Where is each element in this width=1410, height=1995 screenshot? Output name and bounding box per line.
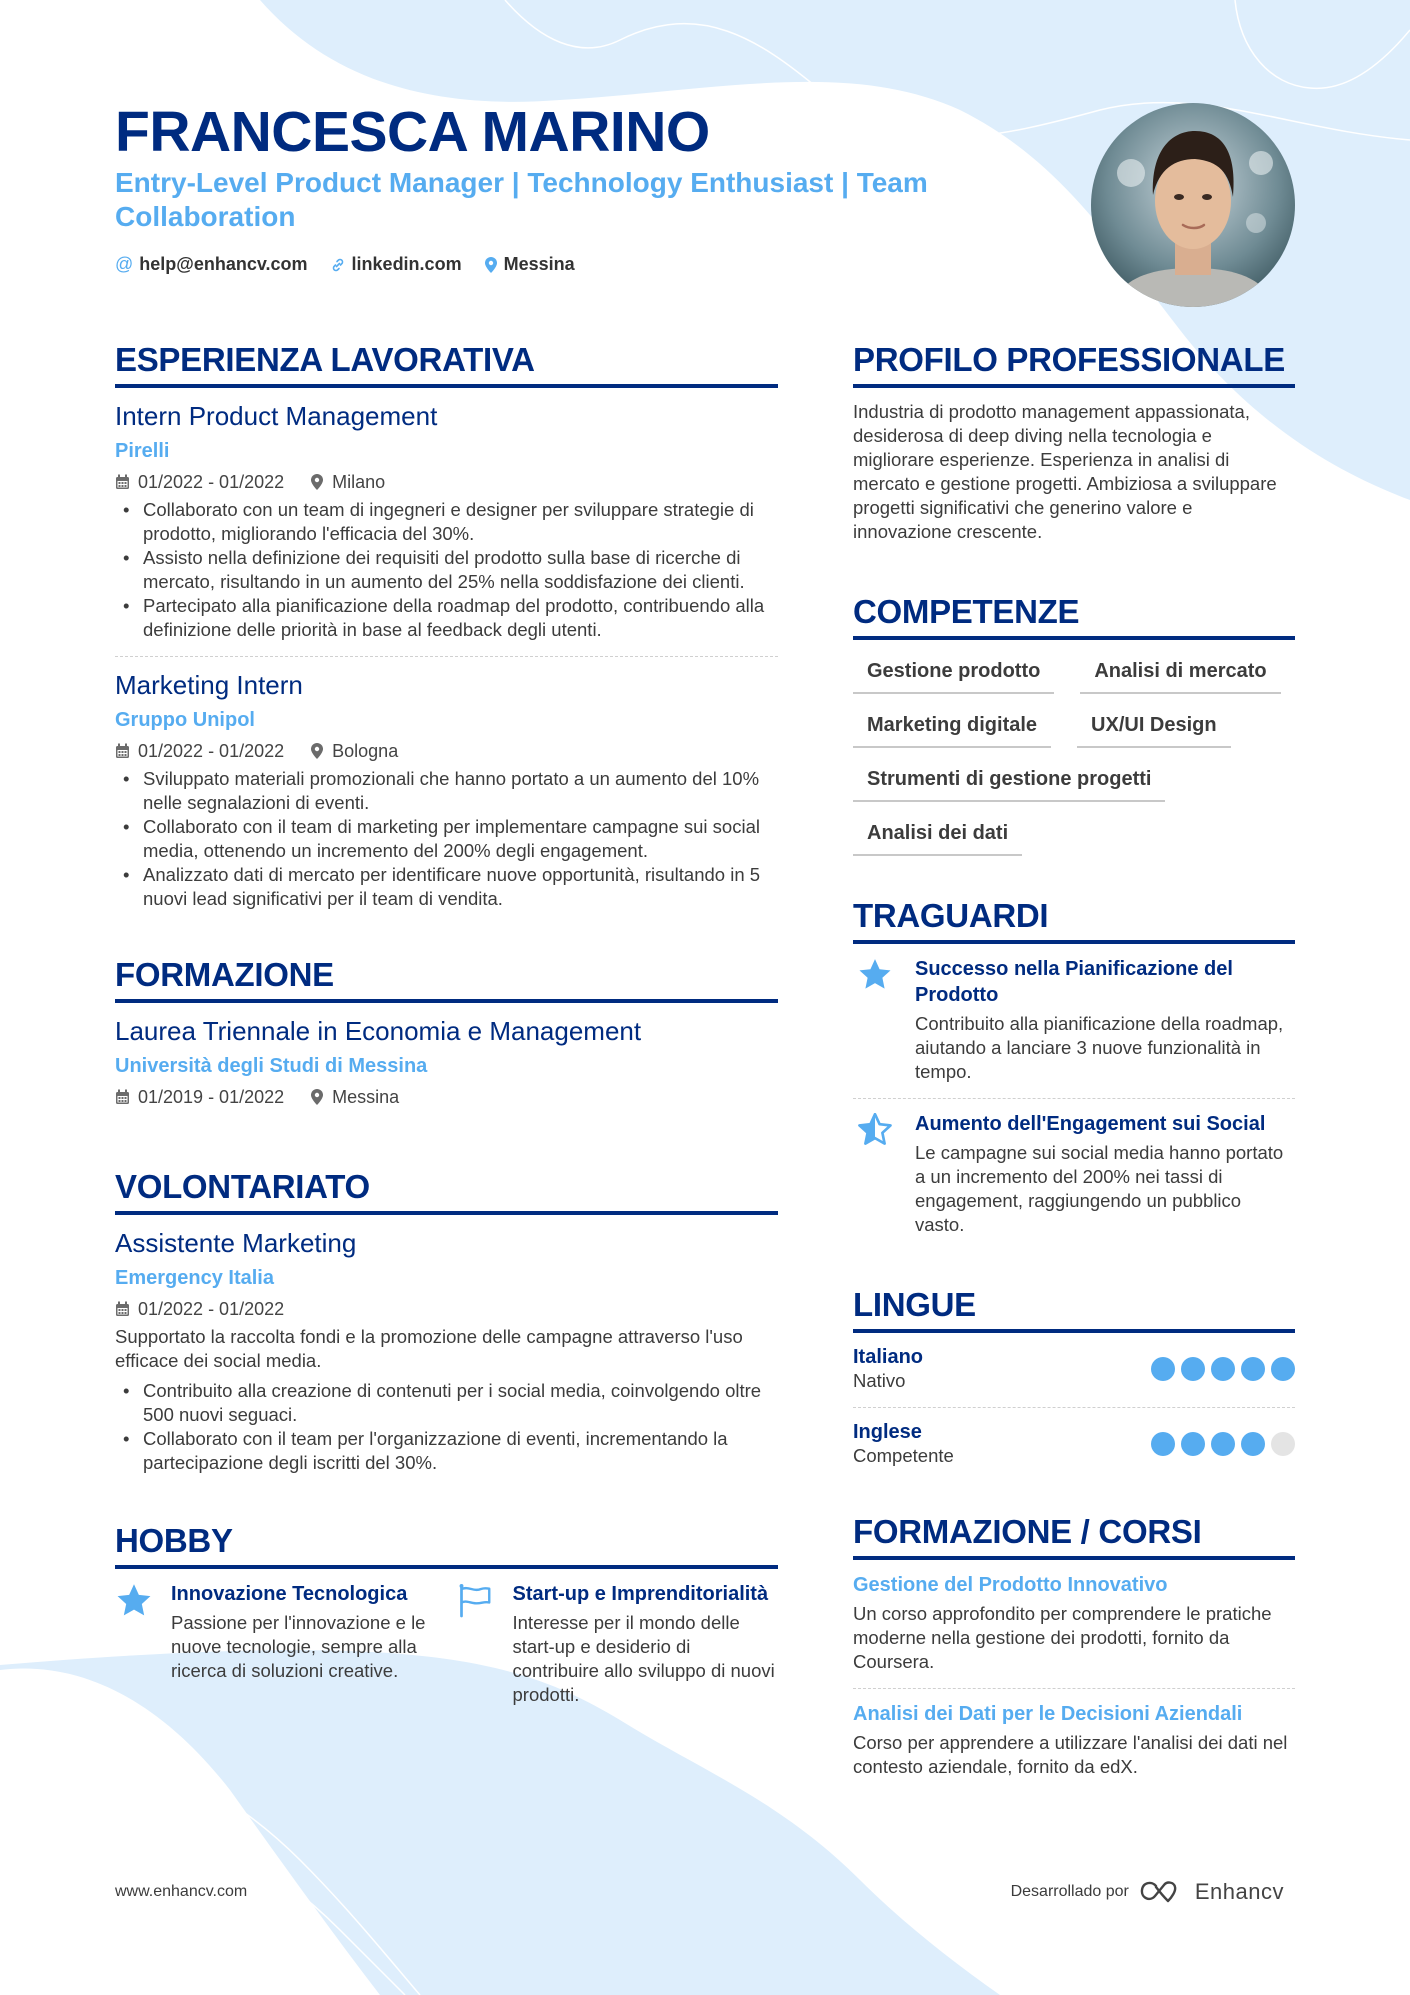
course-description: Corso per apprendere a utilizzare l'analisi dei dati nel contesto aziendale, fornito da edX. [853, 1732, 1288, 1777]
skill-tag: Gestione prodotto [853, 654, 1054, 694]
location-icon [310, 742, 324, 760]
hobby-description: Interesse per il mondo delle start-up e desiderio di contribuire allo sviluppo di nuovi prodotti. [512, 1612, 775, 1705]
bullet-item: • Contribuito alla creazione di contenuti per i social media, coinvolgendo oltre 500 nuovi seguaci. [115, 1379, 778, 1427]
rating-dot-empty [1271, 1432, 1295, 1456]
calendar-icon [115, 1301, 130, 1317]
rating-dot-filled [1271, 1357, 1295, 1381]
star-icon [857, 958, 893, 992]
bullet-item: • Collaborato con il team di marketing per implementare campagne sui social media, ottenendo un incremento del 200% degli engagement. [115, 815, 778, 863]
experience-section [115, 340, 778, 911]
skill-tag: UX/UI Design [1077, 708, 1231, 748]
rating-dot-filled [1151, 1357, 1175, 1381]
hobby-description: Passione per l'innovazione e le nuove tecnologie, sempre alla ricerca di soluzioni creative. [171, 1612, 426, 1681]
rating-dot-filled [1181, 1432, 1205, 1456]
hobby-list [115, 1581, 778, 1707]
job-meta [115, 470, 778, 494]
powered-by-label: Desarrollado por [1010, 1883, 1129, 1900]
education-location: Messina [332, 1087, 400, 1107]
language-item [853, 1420, 1295, 1468]
volunteer-meta [115, 1297, 778, 1321]
language-rating [1151, 1432, 1295, 1456]
achievement-title: Aumento dell'Engagement sui Social [915, 1113, 1266, 1135]
language-rating [1151, 1357, 1295, 1381]
section-title: HOBBY [115, 1521, 778, 1569]
education-meta [115, 1085, 778, 1109]
profile-section [853, 340, 1295, 544]
contact-email[interactable] [115, 254, 308, 275]
achievement-title: Successo nella Pianificazione del Prodotto [915, 958, 1233, 1006]
divider [853, 1407, 1295, 1408]
rating-dot-filled [1211, 1357, 1235, 1381]
job-title: Marketing Intern [115, 670, 303, 700]
hobby-title: Innovazione Tecnologica [171, 1583, 408, 1605]
enhancv-logo-icon [1139, 1879, 1185, 1905]
section-title: PROFILO PROFESSIONALE [853, 340, 1295, 388]
achievements-section [853, 896, 1295, 1237]
volunteer-org: Emergency Italia [115, 1267, 274, 1289]
profile-summary: Industria di prodotto management appassionata, desiderosa di deep diving nella tecnologia e migliorare esperienze. Esperienza in analisi di mercato e gestione progetti. Ambiziosa a sviluppare progetti significativi che generino valore e innovazione crescente. [853, 401, 1277, 542]
calendar-icon [115, 1089, 130, 1105]
skills-section [853, 592, 1295, 856]
divider [115, 656, 778, 657]
section-title: FORMAZIONE [115, 955, 778, 1003]
volunteer-bullets [115, 1379, 778, 1475]
volunteer-role: Assistente Marketing [115, 1228, 357, 1258]
calendar-icon [115, 474, 130, 490]
rating-dot-filled [1151, 1432, 1175, 1456]
experience-item [115, 669, 778, 911]
contact-linkedin[interactable] [330, 254, 462, 275]
volunteering-section [115, 1167, 778, 1475]
candidate-name: FRANCESCA MARINO [115, 100, 710, 164]
achievement-description: Le campagne sui social media hanno portato a un incremento del 200% nei tassi di engagement, raggiungendo un pubblico vasto. [915, 1142, 1284, 1235]
course-description: Un corso approfondito per comprendere le pratiche moderne nella gestione dei prodotti, fornito da Coursera. [853, 1603, 1272, 1672]
section-title: VOLONTARIATO [115, 1167, 778, 1215]
languages-section [853, 1285, 1295, 1468]
hobby-item [457, 1581, 779, 1707]
language-name: Inglese [853, 1421, 922, 1443]
location-icon [310, 1088, 324, 1106]
language-name: Italiano [853, 1346, 924, 1368]
section-title: LINGUE [853, 1285, 1295, 1333]
achievement-item [853, 956, 1295, 1084]
degree-title: Laurea Triennale in Economia e Management [115, 1016, 642, 1046]
hobby-title: Start-up e Imprenditorialità [512, 1583, 769, 1605]
skill-tag: Analisi dei dati [853, 816, 1022, 856]
footer-website[interactable]: www.enhancv.com [115, 1883, 248, 1900]
contact-linkedin-text: linkedin.com [351, 254, 462, 274]
hobbies-section [115, 1521, 778, 1707]
star-icon [115, 1583, 153, 1619]
achievement-description: Contribuito alla pianificazione della roadmap, aiutando a lanciare 3 nuove funzionalità in tempo. [915, 1013, 1284, 1082]
bullet-item: • Assisto nella definizione dei requisiti del prodotto sulla base di ricerche di mercato, risultando in un aumento del 25% nella soddisfazione dei clienti. [115, 546, 778, 594]
divider [853, 1098, 1295, 1099]
skill-tag: Analisi di mercato [1080, 654, 1280, 694]
calendar-icon [115, 743, 130, 759]
hobby-item [115, 1581, 437, 1707]
contact-location-text: Messina [503, 254, 575, 274]
job-title: Intern Product Management [115, 401, 438, 431]
course-title: Analisi dei Dati per le Decisioni Aziendali [853, 1703, 1243, 1725]
contact-location [484, 254, 575, 275]
company-name: Gruppo Unipol [115, 709, 255, 731]
rating-dot-filled [1241, 1432, 1265, 1456]
right-column [853, 340, 1295, 1823]
bullet-item: • Analizzato dati di mercato per identificare nuove opportunità, risultando in 5 nuovi lead significativi per il team di vendita. [115, 863, 778, 911]
education-dates: 01/2019 - 01/2022 [138, 1087, 285, 1107]
job-bullets [115, 498, 778, 642]
job-meta [115, 739, 778, 763]
job-location: Bologna [332, 741, 399, 761]
section-title: TRAGUARDI [853, 896, 1295, 944]
achievement-item [853, 1111, 1295, 1237]
skill-tag: Marketing digitale [853, 708, 1051, 748]
company-name: Pirelli [115, 440, 170, 462]
brand-name: Enhancv [1194, 1879, 1284, 1904]
left-column [115, 340, 778, 1751]
language-level: Nativo [853, 1370, 906, 1391]
rating-dot-filled [1241, 1357, 1265, 1381]
portrait-image [1091, 103, 1295, 307]
bullet-item: • Partecipato alla pianificazione della roadmap del prodotto, contribuendo alla definizione delle priorità in base al feedback degli utenti. [115, 594, 778, 642]
contact-list [115, 254, 575, 275]
footer-branding [1011, 1879, 1284, 1905]
job-dates: 01/2022 - 01/2022 [138, 741, 285, 761]
section-title: COMPETENZE [853, 592, 1295, 640]
link-icon [330, 257, 346, 273]
candidate-headline: Entry-Level Product Manager | Technology Enthusiast | Team Collaboration [115, 167, 928, 232]
skill-tag: Strumenti di gestione progetti [853, 762, 1165, 802]
divider [853, 1688, 1295, 1689]
school-name: Università degli Studi di Messina [115, 1055, 428, 1077]
job-location: Milano [332, 472, 386, 492]
half-star-icon [857, 1113, 893, 1147]
job-bullets [115, 767, 778, 911]
flag-icon [457, 1583, 493, 1619]
contact-email-text: help@enhancv.com [139, 254, 308, 274]
rating-dot-filled [1181, 1357, 1205, 1381]
course-title: Gestione del Prodotto Innovativo [853, 1574, 1168, 1596]
skill-list [853, 654, 1295, 856]
bullet-item: • Collaborato con un team di ingegneri e designer per sviluppare strategie di prodotto, migliorando l'efficacia del 30%. [115, 498, 778, 546]
section-title: ESPERIENZA LAVORATIVA [115, 340, 778, 388]
bullet-item: • Collaborato con il team per l'organizzazione di eventi, incrementando la partecipazione degli iscritti del 30%. [115, 1427, 778, 1475]
section-title: FORMAZIONE / CORSI [853, 1512, 1295, 1560]
bullet-item: • Sviluppato materiali promozionali che hanno portato a un aumento del 10% nelle segnalazioni di eventi. [115, 767, 778, 815]
language-level: Competente [853, 1445, 954, 1466]
location-icon [484, 256, 498, 274]
job-dates: 01/2022 - 01/2022 [138, 472, 285, 492]
volunteer-dates: 01/2022 - 01/2022 [138, 1299, 285, 1319]
rating-dot-filled [1211, 1432, 1235, 1456]
experience-item [115, 400, 778, 642]
language-item [853, 1345, 1295, 1393]
profile-photo [1091, 103, 1295, 307]
courses-section [853, 1512, 1295, 1779]
location-icon [310, 473, 324, 491]
volunteer-description: Supportato la raccolta fondi e la promozione delle campagne attraverso l'uso efficace dei social media. [115, 1326, 743, 1371]
at-icon: @ [115, 254, 134, 274]
education-section [115, 955, 778, 1109]
